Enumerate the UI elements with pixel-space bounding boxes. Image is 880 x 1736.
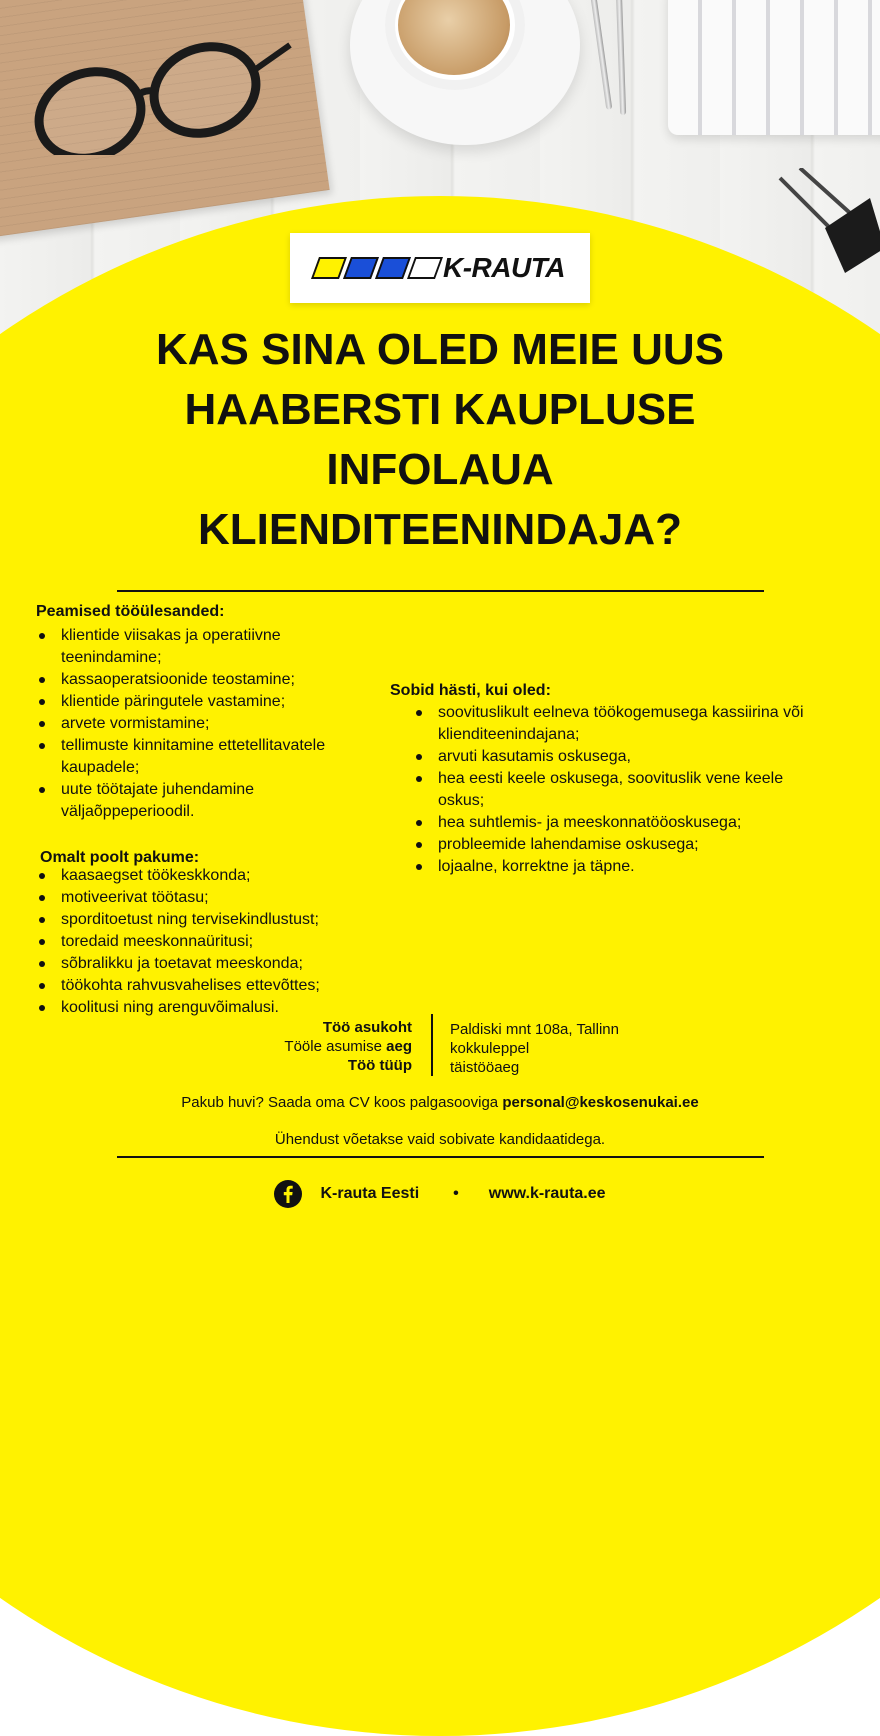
headline-line: KAS SINA OLED MEIE UUS (156, 325, 724, 374)
offer-list (36, 865, 396, 1019)
list-item: kaasaegset töökeskkonda; (36, 865, 396, 887)
job-details-values (450, 1020, 619, 1077)
website-link[interactable]: www.k-rauta.ee (488, 1185, 606, 1202)
divider (117, 590, 764, 592)
start-label-bold: aeg (386, 1038, 412, 1055)
list-item: lojaalne, korrektne ja täpne. (413, 856, 833, 878)
job-details-labels (284, 1018, 412, 1075)
pen-photo (590, 0, 613, 110)
start-label (284, 1037, 412, 1056)
duties-title: Peamised tööülesanded: (36, 603, 225, 620)
list-item: uute töötajate juhendamine väljaõppeperioodil. (36, 779, 356, 823)
k-rauta-logo (290, 233, 590, 303)
footer-separator: • (453, 1185, 459, 1202)
headline-line: HAABERSTI KAUPLUSE (184, 385, 696, 434)
list-item: probleemide lahendamise oskusega; (413, 834, 833, 856)
fit-title: Sobid hästi, kui oled: (390, 682, 551, 699)
details-divider (431, 1014, 433, 1076)
location-value: Paldiski mnt 108a, Tallinn (450, 1021, 619, 1038)
list-item: sporditoetust ning tervisekindlustust; (36, 909, 396, 931)
glasses-icon (15, 25, 295, 155)
list-item: toredaid meeskonnaüritusi; (36, 931, 396, 953)
logo-mark-white (407, 257, 443, 279)
contact-text: Pakub huvi? Saada oma CV koos palgasooviga (181, 1094, 499, 1111)
facebook-icon[interactable] (274, 1180, 302, 1208)
list-item: koolitusi ning arenguvõimalusi. (36, 997, 396, 1019)
location-label: Töö asukoht (322, 1019, 412, 1036)
list-item: töökohta rahvusvahelises ettevõttes; (36, 975, 396, 997)
list-item: tellimuste kinnitamine ettetellitavatele kaupadele; (36, 735, 356, 779)
logo-marks (315, 257, 439, 279)
logo-mark-blue (375, 257, 411, 279)
list-item: arvuti kasutamis oskusega, (413, 746, 833, 768)
logo-mark-yellow (311, 257, 347, 279)
list-item: sõbralikku ja toetavat meeskonda; (36, 953, 396, 975)
list-item: kassaoperatsioonide teostamine; (36, 669, 356, 691)
start-value: kokkuleppel (450, 1040, 530, 1057)
headline-line: KLIENDITEENINDAJA? (197, 505, 683, 554)
contact-note: Ühendust võetakse vaid sobivate kandidaatidega. (274, 1131, 606, 1148)
fit-list (413, 702, 833, 878)
list-item: motiveerivat töötasu; (36, 887, 396, 909)
duties-list (36, 625, 356, 823)
type-value: täistööaeg (450, 1059, 520, 1076)
list-item: klientide viisakas ja operatiivne teenindamine; (36, 625, 356, 669)
pen-photo (616, 0, 626, 115)
list-item: hea suhtlemis- ja meeskonnatööoskusega; (413, 812, 833, 834)
list-item: soovituslikult eelneva töökogemusega kassiirina või klienditeenindajana; (413, 702, 833, 746)
page-title (60, 320, 820, 560)
binder-clip-icon (775, 168, 880, 278)
footer (0, 1180, 880, 1208)
logo-text: K-RAUTA (443, 252, 565, 283)
list-item: hea eesti keele oskusega, soovituslik vene keele oskus; (413, 768, 833, 812)
logo-mark-blue (343, 257, 379, 279)
start-label-normal: Tööle asumise (284, 1038, 382, 1055)
keyboard-photo (668, 0, 880, 135)
contact-line (0, 1094, 880, 1111)
list-item: arvete vormistamine; (36, 713, 356, 735)
divider (117, 1156, 764, 1158)
list-item: klientide päringutele vastamine; (36, 691, 356, 713)
type-label: Töö tüüp (347, 1057, 412, 1074)
facebook-link[interactable]: K-rauta Eesti (320, 1185, 420, 1202)
offer-title: Omalt poolt pakume: (40, 849, 200, 866)
email-link[interactable]: personal@keskosenukai.ee (502, 1094, 699, 1111)
headline-line: INFOLAUA (326, 445, 554, 494)
